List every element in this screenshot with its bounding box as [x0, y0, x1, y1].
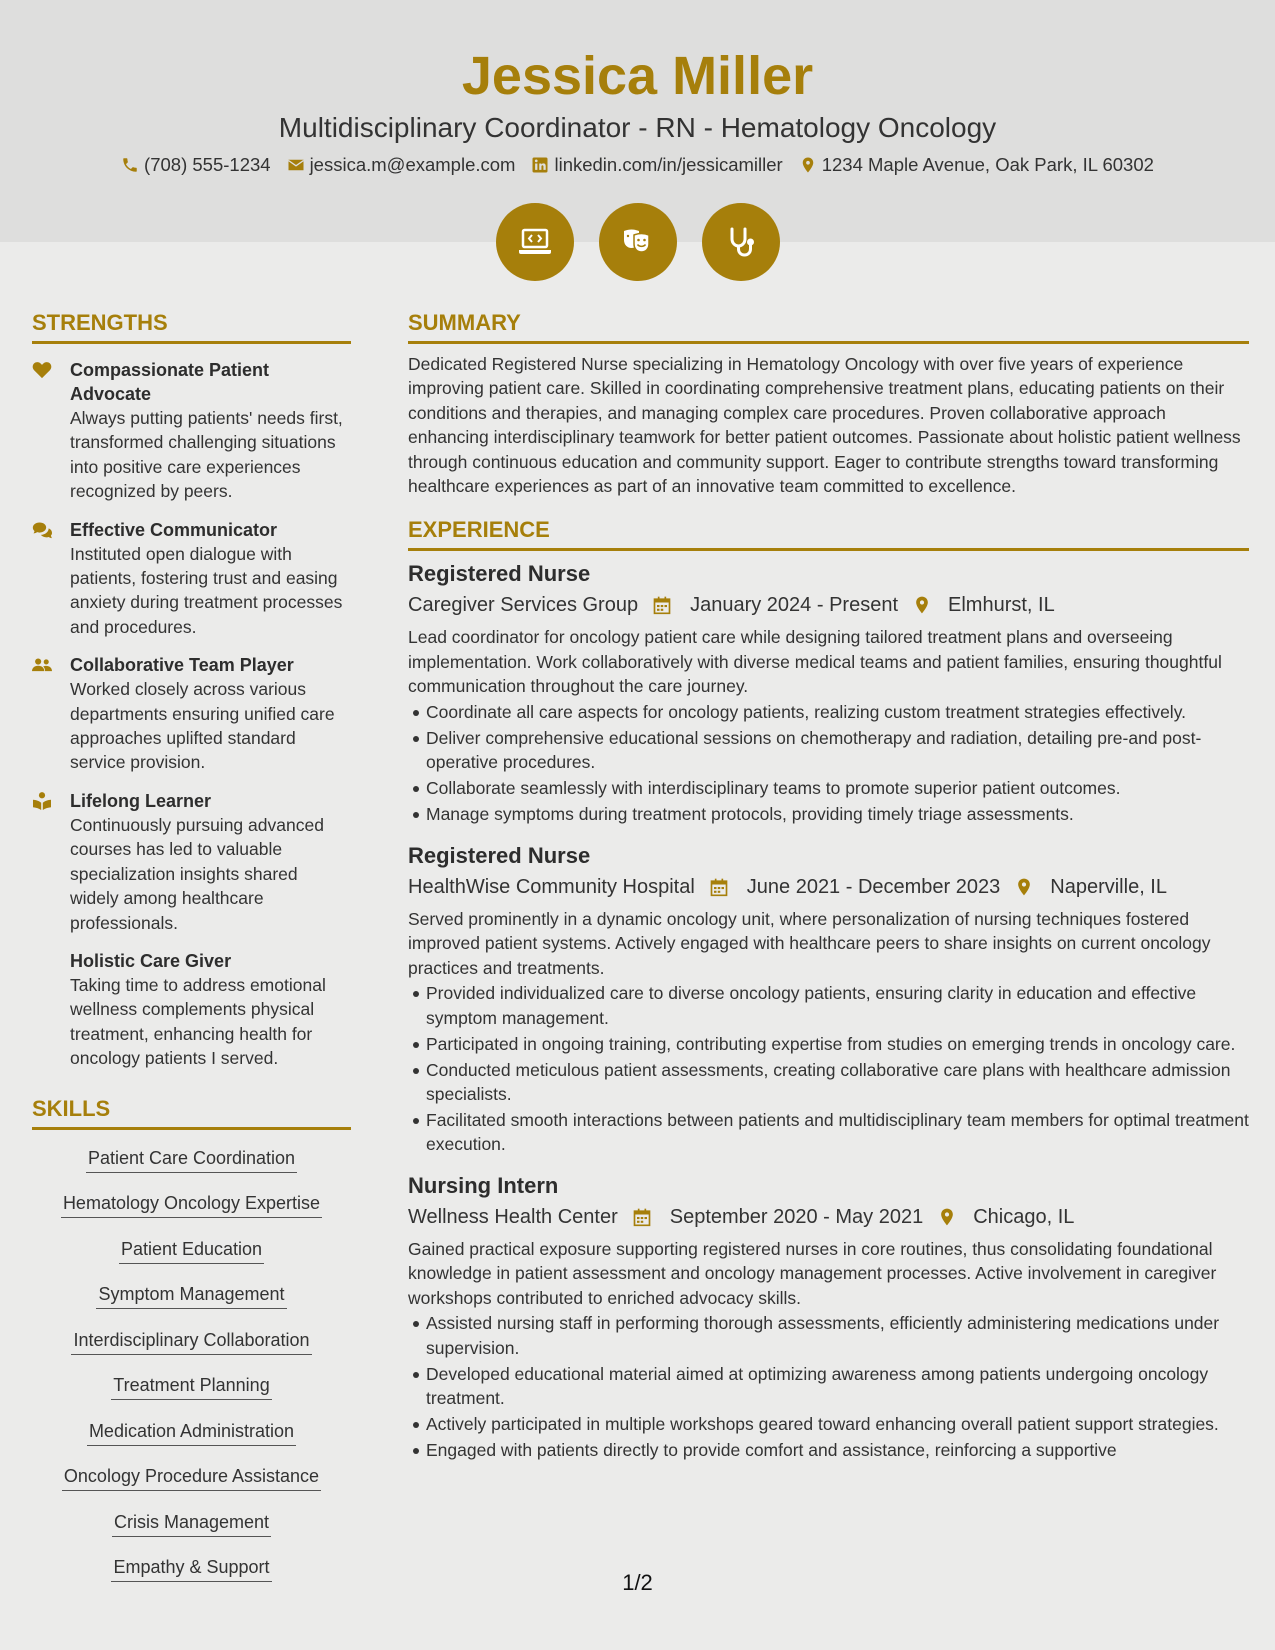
bullet-item: Engaged with patients directly to provide comfort and assistance, reinforcing a supportive: [426, 1438, 1249, 1462]
page-number: 1/2: [622, 1570, 653, 1595]
job-entry: [408, 1171, 1249, 1463]
phone-text: (708) 555-1234: [144, 154, 271, 175]
bullet-item: Assisted nursing staff in performing thorough assessments, efficiently administering medications under supervision.: [426, 1311, 1249, 1360]
job-dates: January 2024 - Present: [690, 594, 898, 617]
interest-badges: [0, 203, 1275, 281]
skill-item: Treatment Planning: [111, 1373, 271, 1400]
address-text: 1234 Maple Avenue, Oak Park, IL 60302: [821, 154, 1154, 175]
users-icon: [32, 656, 52, 674]
strength-title: Collaborative Team Player: [70, 655, 294, 676]
job-description: Gained practical exposure supporting registered nurses in core routines, thus consolidating foundational knowledge in patient assessment and oncology management processes. Active involvement in caregiver workshops contributed to enriched advocacy skills.: [408, 1238, 1217, 1308]
email-text: jessica.m@example.com: [309, 154, 516, 175]
stethoscope-icon: [702, 203, 780, 281]
bullet-item: Collaborate seamlessly with interdisciplinary teams to promote superior patient outcomes.: [426, 776, 1249, 800]
skill-item: Patient Care Coordination: [86, 1146, 297, 1173]
strength-item: [32, 949, 351, 1071]
job-location: Chicago, IL: [973, 1205, 1075, 1228]
job-meta: [408, 871, 1249, 903]
skill-item: Symptom Management: [96, 1282, 286, 1309]
right-column: [408, 309, 1249, 1462]
contact-email[interactable]: [287, 154, 516, 176]
bullet-item: Conducted meticulous patient assessments, creating collaborative care plans with healthcare admission specialists.: [426, 1058, 1249, 1107]
contact-address: [799, 154, 1154, 176]
comments-icon: [32, 521, 52, 539]
left-column: [32, 309, 351, 1601]
bullet-item: Developed educational material aimed at optimizing awareness among patients undergoing oncology treatment.: [426, 1362, 1249, 1411]
skill-item: Crisis Management: [112, 1510, 271, 1537]
contact-phone[interactable]: [121, 154, 271, 176]
book-reader-icon: [32, 792, 52, 810]
linkedin-text: linkedin.com/in/jessicamiller: [554, 154, 783, 175]
bullet-item: Actively participated in multiple workshops geared toward enhancing overall patient support strategies.: [426, 1412, 1249, 1436]
strength-item: [32, 518, 351, 640]
job-entry: [408, 559, 1249, 826]
bullet-item: Manage symptoms during treatment protocols, providing timely triage assessments.: [426, 802, 1249, 826]
job-location: Naperville, IL: [1050, 875, 1167, 898]
skill-item: Patient Education: [119, 1237, 264, 1264]
skill-item: Interdisciplinary Collaboration: [71, 1328, 311, 1355]
skill-item: Empathy & Support: [111, 1555, 271, 1582]
calendar-icon: [632, 1207, 652, 1227]
map-pin-icon: [937, 1207, 957, 1227]
map-pin-icon: [912, 595, 932, 615]
calendar-icon: [652, 595, 672, 615]
linkedin-icon: [531, 156, 549, 174]
job-bullets: [408, 981, 1249, 1156]
job-company: HealthWise Community Hospital: [408, 875, 695, 898]
experience-heading: EXPERIENCE: [408, 516, 1249, 551]
job-meta: [408, 1201, 1249, 1233]
job-entry: [408, 841, 1249, 1157]
contact-bar: [0, 150, 1275, 180]
phone-icon: [121, 156, 139, 174]
skill-item: Oncology Procedure Assistance: [62, 1464, 321, 1491]
candidate-name: Jessica Miller: [461, 46, 814, 106]
strength-title: Effective Communicator: [70, 519, 278, 540]
laptop-code-icon: [496, 203, 574, 281]
bullet-item: Facilitated smooth interactions between patients and multidisciplinary team members for optimal treatment execution.: [426, 1108, 1249, 1157]
contact-linkedin[interactable]: [531, 154, 782, 176]
strength-title: Compassionate Patient Advocate: [70, 360, 270, 404]
bullet-item: Provided individualized care to diverse oncology patients, ensuring clarity in education and effective symptom management.: [426, 981, 1249, 1030]
job-description: Lead coordinator for oncology patient care while designing tailored treatment plans and overseeing implementation. Work collaboratively with diverse medical teams and patient families, ensuring thoughtful communication throughout the care journey.: [408, 627, 1222, 697]
job-bullets: [408, 700, 1249, 827]
bullet-item: Participated in ongoing training, contributing expertise from studies on emerging trends in oncology care.: [426, 1032, 1249, 1056]
bullet-item: Deliver comprehensive educational sessions on chemotherapy and radiation, detailing pre-and post-operative procedures.: [426, 726, 1249, 775]
job-title: Multidisciplinary Coordinator - RN - Hematology Oncology: [278, 112, 997, 143]
heart-icon: [32, 361, 52, 379]
skills-list: [32, 1146, 351, 1601]
job-description: Served prominently in a dynamic oncology unit, where personalization of nursing techniques fostered improved patient systems. Actively engaged with healthcare peers to share insights on current oncology practices and treatments.: [408, 908, 1211, 978]
skill-item: Medication Administration: [87, 1419, 296, 1446]
job-role: Registered Nurse: [408, 561, 591, 587]
job-role: Nursing Intern: [408, 1172, 559, 1198]
envelope-icon: [287, 156, 305, 174]
strength-desc: Instituted open dialogue with patients, fostering trust and easing anxiety during treatment processes and procedures.: [70, 543, 343, 637]
theater-masks-icon: [599, 203, 677, 281]
map-pin-icon: [1014, 877, 1034, 897]
job-company: Wellness Health Center: [408, 1205, 618, 1228]
strength-item: [32, 653, 351, 775]
strength-desc: Worked closely across various departments ensuring unified care approaches uplifted standard service provision.: [70, 679, 335, 773]
map-pin-icon: [799, 156, 817, 174]
skills-heading: SKILLS: [32, 1095, 351, 1130]
bullet-item: Coordinate all care aspects for oncology patients, realizing custom treatment strategies effectively.: [426, 700, 1249, 724]
strength-title: Lifelong Learner: [70, 790, 212, 811]
job-dates: September 2020 - May 2021: [669, 1205, 924, 1228]
strengths-heading: STRENGTHS: [32, 309, 351, 344]
strength-item: [32, 789, 351, 935]
calendar-icon: [709, 877, 729, 897]
strength-desc: Taking time to address emotional wellness complements physical treatment, enhancing health for oncology patients I served.: [70, 974, 326, 1069]
strength-title: Holistic Care Giver: [70, 950, 232, 971]
skill-item: Hematology Oncology Expertise: [61, 1191, 322, 1218]
job-company: Caregiver Services Group: [408, 594, 639, 617]
summary-text: Dedicated Registered Nurse specializing in Hematology Oncology with over five years of experience improving patient care. Skilled in coordinating comprehensive treatment plans, educating patients on their conditions and therapies, and managing complex care procedures. Proven collaborative approach enhancing interdisciplinary teamwork for better patient outcomes. Passionate about holistic patient wellness through continuous education and community support. Eager to contribute strengths toward transforming healthcare experiences as part of an innovative team committed to excellence.: [408, 354, 1241, 497]
job-location: Elmhurst, IL: [948, 594, 1055, 617]
summary-heading: SUMMARY: [408, 309, 1249, 344]
strength-desc: Always putting patients' needs first, transformed challenging situations into positive care experiences recognized by peers.: [70, 408, 343, 502]
strength-item: [32, 358, 351, 504]
job-role: Registered Nurse: [408, 842, 591, 868]
job-meta: [408, 589, 1249, 621]
job-dates: June 2021 - December 2023: [746, 875, 1001, 898]
job-bullets: [408, 1311, 1249, 1462]
strength-desc: Continuously pursuing advanced courses has led to valuable specialization insights shared widely among healthcare professionals.: [70, 814, 324, 933]
